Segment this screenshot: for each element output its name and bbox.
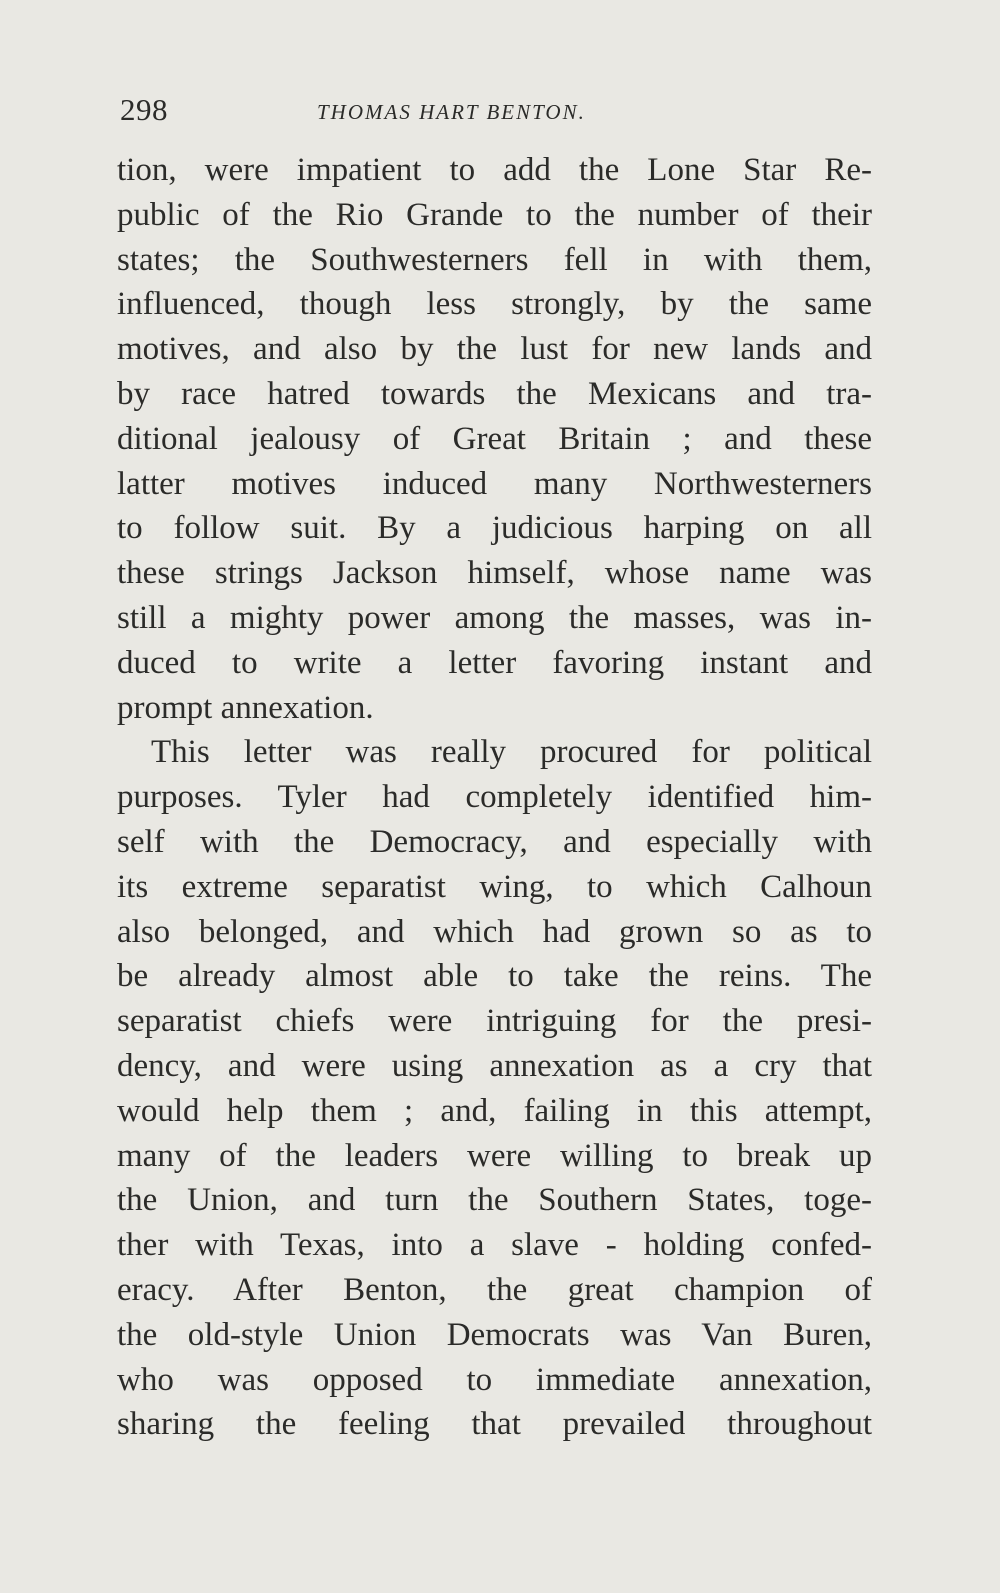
text-line: purposes. Tyler had completely identified him- (117, 779, 872, 816)
text-line: public of the Rio Grande to the number of their (117, 196, 872, 233)
text-line: still a mighty power among the masses, was in- (117, 599, 872, 636)
text-line: sharing the feeling that prevailed throughout (117, 1406, 872, 1443)
text-line: would help them ; and, failing in this attempt, (117, 1092, 872, 1129)
running-title: THOMAS HART BENTON. (317, 100, 586, 124)
text-line: the old-style Union Democrats was Van Buren, (117, 1316, 872, 1353)
text-line: This letter was really procured for political (151, 734, 872, 771)
text-line: also belonged, and which had grown so as to (117, 913, 872, 950)
paragraph-1 (117, 148, 872, 730)
paragraph-2 (117, 730, 872, 1447)
text-line: its extreme separatist wing, to which Calhoun (117, 868, 872, 905)
text-line: latter motives induced many Northwesterners (117, 465, 872, 502)
text-line: prompt annexation. (117, 689, 374, 726)
text-line: who was opposed to immediate annexation, (117, 1361, 872, 1398)
text-line: influenced, though less strongly, by the same (117, 286, 872, 323)
page-number: 298 (120, 92, 168, 127)
text-line: the Union, and turn the Southern States, toge- (117, 1182, 872, 1219)
text-line: separatist chiefs were intriguing for the presi- (117, 1003, 872, 1040)
text-line: by race hatred towards the Mexicans and tra- (117, 375, 872, 412)
text-line: ther with Texas, into a slave - holding confed- (117, 1227, 872, 1264)
text-body (117, 148, 872, 1447)
text-line: motives, and also by the lust for new lands and (117, 331, 872, 368)
text-line: duced to write a letter favoring instant and (117, 644, 872, 681)
text-line: be already almost able to take the reins. The (117, 958, 872, 995)
text-line: these strings Jackson himself, whose name was (117, 555, 872, 592)
text-line: ditional jealousy of Great Britain ; and these (117, 420, 872, 457)
text-line: to follow suit. By a judicious harping on all (117, 510, 872, 547)
text-line: self with the Democracy, and especially with (117, 823, 872, 860)
text-line: states; the Southwesterners fell in with them, (117, 241, 872, 278)
running-head (117, 88, 872, 148)
text-line: eracy. After Benton, the great champion of (117, 1271, 872, 1308)
text-line: tion, were impatient to add the Lone Star Re- (117, 152, 872, 188)
text-line: many of the leaders were willing to break up (117, 1137, 872, 1174)
text-line: dency, and were using annexation as a cry that (117, 1047, 872, 1084)
